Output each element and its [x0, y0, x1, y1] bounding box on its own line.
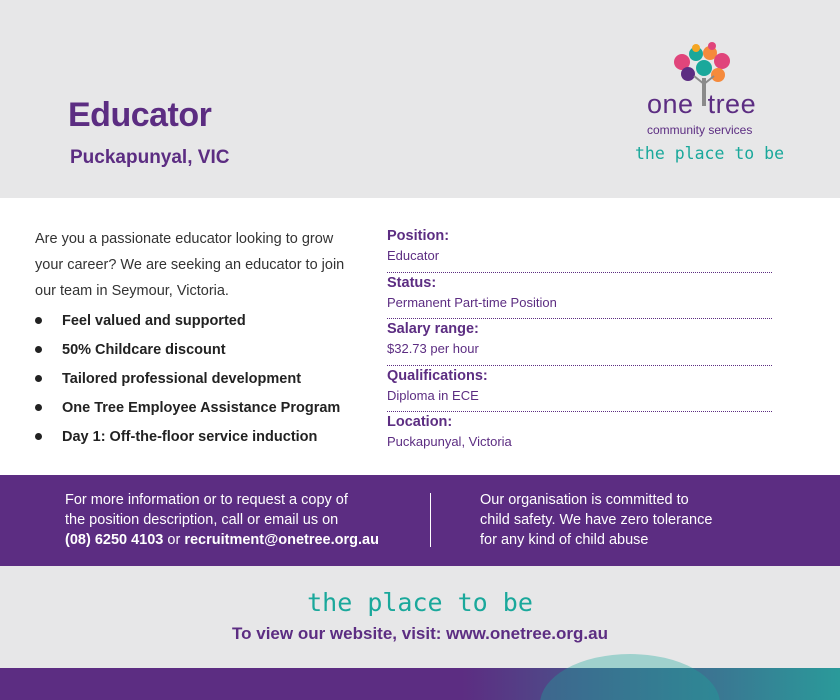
benefit-item: One Tree Employee Assistance Program	[32, 393, 340, 422]
contact-info: For more information or to request a copy of the position description, call or email us on (08) 6250 4103 or recruitment@onetree.org.au	[65, 492, 379, 548]
detail-label: Location:	[387, 414, 453, 430]
detail-value: Educator	[387, 248, 440, 263]
job-details	[387, 226, 772, 459]
bullet-icon	[35, 404, 42, 411]
detail-label: Position:	[387, 228, 450, 244]
benefit-item: Tailored professional development	[32, 364, 340, 393]
job-title: Educator	[68, 96, 212, 134]
website-link[interactable]: To view our website, visit: www.onetree.org.au	[232, 624, 608, 643]
benefit-item: Feel valued and supported	[32, 306, 340, 335]
header	[0, 0, 840, 198]
benefit-item: Day 1: Off-the-floor service induction	[32, 422, 340, 451]
benefits-list	[32, 306, 340, 451]
child-safety-statement: Our organisation is committed to child safety. We have zero tolerance for any kind of child abuse	[480, 492, 713, 548]
detail-status	[387, 273, 772, 320]
contact-band	[0, 475, 840, 566]
detail-value: Puckapunyal, Victoria	[387, 434, 512, 449]
footer-decoration	[540, 654, 720, 700]
benefit-item: 50% Childcare discount	[32, 335, 340, 364]
detail-qualifications	[387, 366, 772, 413]
job-location: Puckapunyal, VIC	[70, 147, 230, 168]
bullet-icon	[35, 317, 42, 324]
detail-salary	[387, 319, 772, 366]
logo-wordmark	[647, 89, 756, 120]
intro-text: Are you a passionate educator looking to grow your career? We are seeking an educator to join our team in Seymour, Victoria.	[35, 231, 345, 299]
divider	[430, 493, 431, 547]
detail-value: $32.73 per hour	[387, 341, 479, 356]
detail-location	[387, 412, 772, 459]
email-link[interactable]: recruitment@onetree.org.au	[184, 532, 379, 548]
bullet-icon	[35, 433, 42, 440]
logo-subtitle: community services	[647, 123, 753, 137]
one-tree-logo	[630, 40, 790, 170]
detail-position	[387, 226, 772, 273]
logo-word-one: one	[647, 89, 694, 119]
footer-tagline: the place to be	[307, 588, 533, 617]
detail-value: Permanent Part-time Position	[387, 294, 557, 310]
bullet-icon	[35, 375, 42, 382]
phone-link[interactable]: (08) 6250 4103	[65, 532, 164, 548]
logo-word-tree: tree	[707, 89, 757, 119]
bullet-icon	[35, 346, 42, 353]
detail-value: Diploma in ECE	[387, 387, 479, 403]
logo-tagline: the place to be	[635, 144, 785, 163]
detail-label: Qualifications:	[387, 367, 488, 384]
detail-label: Status:	[387, 274, 437, 291]
detail-label: Salary range:	[387, 321, 479, 337]
footer	[0, 566, 840, 700]
